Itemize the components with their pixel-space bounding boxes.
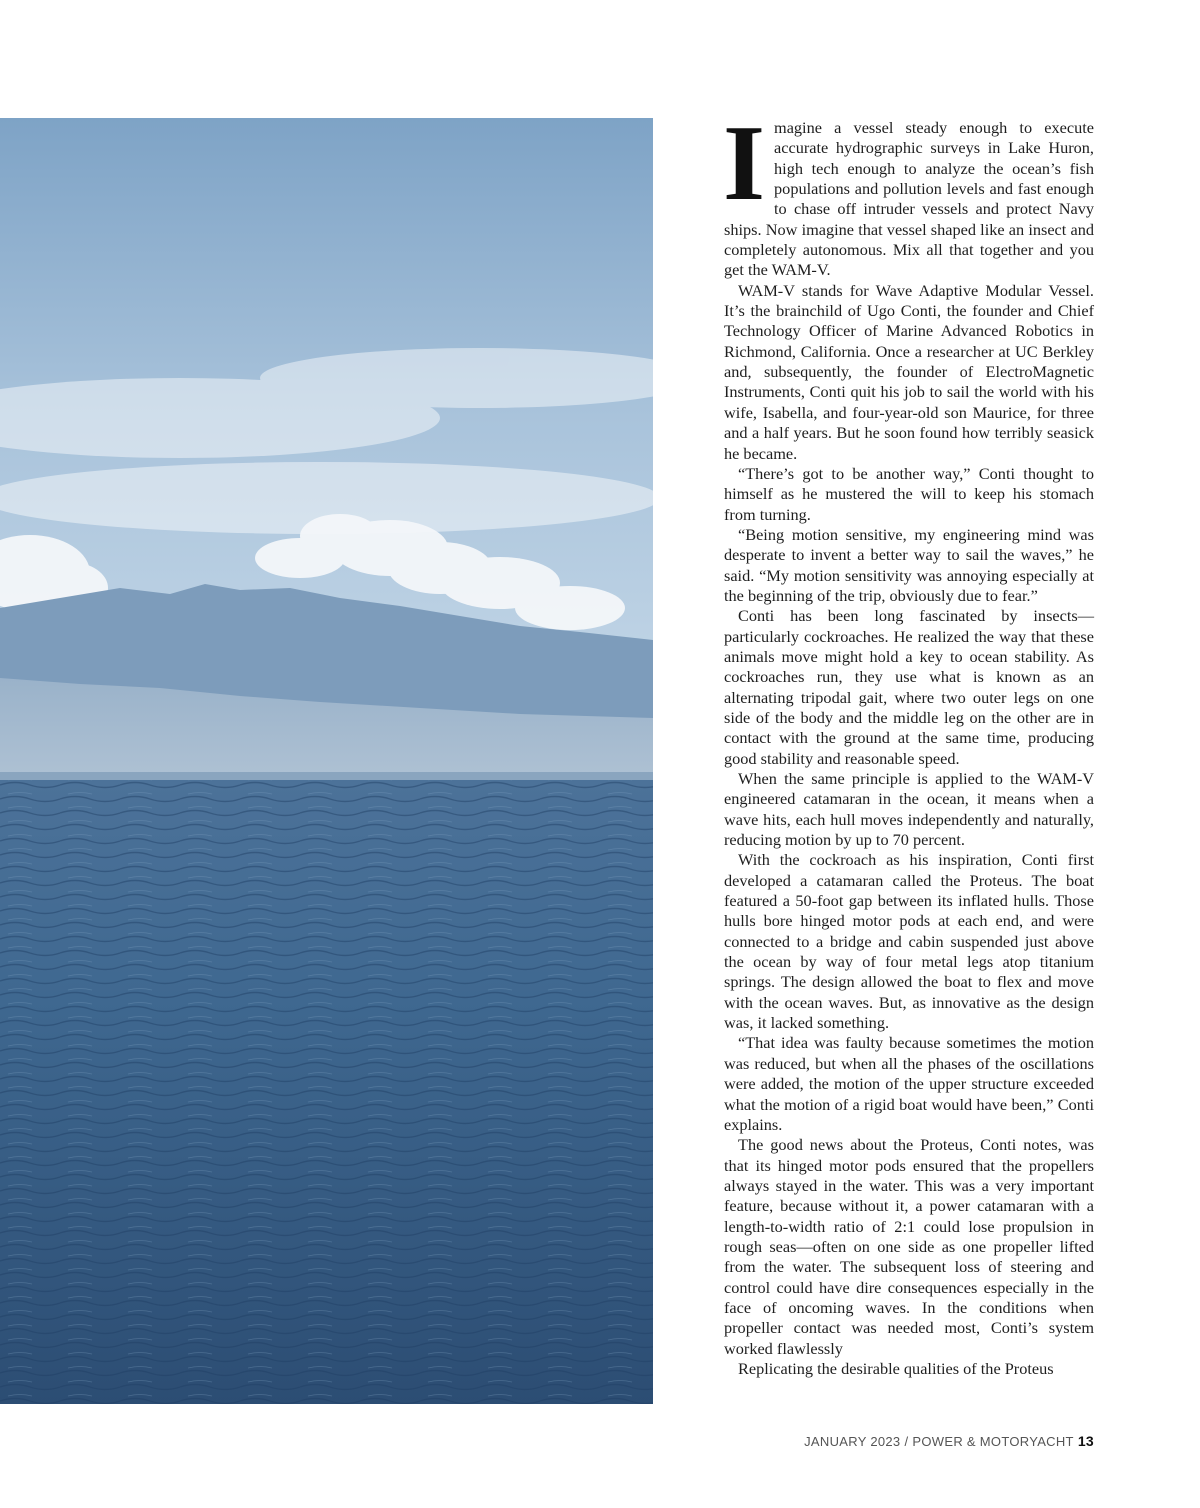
article-body — [723, 104, 1094, 1379]
issue-date: JANUARY 2023 — [804, 1434, 901, 1449]
photo-illustration — [0, 118, 653, 1404]
magazine-name: POWER & MOTORYACHT — [912, 1434, 1074, 1449]
article-paragraph-3: “There’s got to be another way,” Conti thought to himself as he mustered the will to keep his stomach from turning. — [724, 463, 1094, 524]
article-paragraph-8: “That idea was faulty because sometimes the motion was reduced, but when all the phases of the oscillations were added, the motion of the upper structure exceeded what the motion of a rigid boat would have been,” Conti explains. — [724, 1033, 1094, 1134]
sea-ripples — [0, 780, 653, 1404]
paragraph-text: magine a vessel steady enough to execute accurate hydrographic surveys in Lake Huron, high tech enough to analyze the ocean’s fish populations and pollution levels and fast enough to chase off intruder vessels and protect Navy ships. Now imagine that vessel shaped like an insect and completely autonomous. Mix all that together and you get the WAM-V. — [724, 118, 1094, 280]
folio-separator: / — [904, 1434, 909, 1449]
article-paragraph-1 — [723, 104, 1094, 281]
page-footer — [804, 1433, 1094, 1449]
page-number: 13 — [1077, 1433, 1094, 1449]
article-paragraph-4: “Being motion sensitive, my engineering mind was desperate to invent a better way to sail the waves,” he said. “My motion sensitivity was annoying especially at the beginning of the trip, obviously due to fear.” — [724, 524, 1094, 605]
article-paragraph-5: Conti has been long fascinated by insects—particularly cockroaches. He realized the way that these animals move might hold a key to ocean stability. As cockroaches run, they use what is known as an alternating tripodal gait, where two outer legs on one side of the body and the middle leg on the other are in contact with the ground at the same time, producing good stability and reasonable speed. — [724, 606, 1094, 768]
article-paragraph-2: WAM-V stands for Wave Adaptive Modular Vessel. It’s the brainchild of Ugo Conti, the founder and Chief Technology Officer of Marine Advanced Robotics in Richmond, California. Once a researcher at UC Berkley and, subsequently, the founder of ElectroMagnetic Instruments, Conti quit his job to sail the world with his wife, Isabella, and four-year-old son Maurice, for three and a half years. But he soon found how terribly seasick he became. — [724, 280, 1094, 463]
ocean-horizon-photo — [0, 118, 653, 1404]
drop-cap: I — [723, 104, 766, 223]
article-paragraph-7: With the cockroach as his inspiration, Conti first developed a catamaran called the Proteus. The boat featured a 50-foot gap between its inflated hulls. Those hulls bore hinged motor pods at each end, and were connected to a bridge and cabin suspended just above the ocean by way of four metal legs atop titanium springs. The design allowed the boat to flex and move with the ocean waves. But, as innovative as the design was, it lacked something. — [724, 850, 1094, 1033]
article-paragraph-6: When the same principle is applied to the WAM-V engineered catamaran in the ocean, it means when a wave hits, each hull moves independently and naturally, reducing motion by up to 70 percent. — [724, 769, 1094, 850]
article-paragraph-10: Replicating the desirable qualities of the Proteus — [738, 1358, 1054, 1378]
article-paragraph-9: The good news about the Proteus, Conti notes, was that its hinged motor pods ensured that the propellers always stayed in the water. This was a very important feature, because without it, a power catamaran with a length-to-width ratio of 2:1 could lose propulsion in rough seas—often on one side as one propeller lifted from the water. The subsequent loss of steering and control could have dire consequences especially in the face of oncoming waves. In the conditions when propeller contact was needed most, Conti’s system worked flawlessly — [724, 1135, 1094, 1358]
